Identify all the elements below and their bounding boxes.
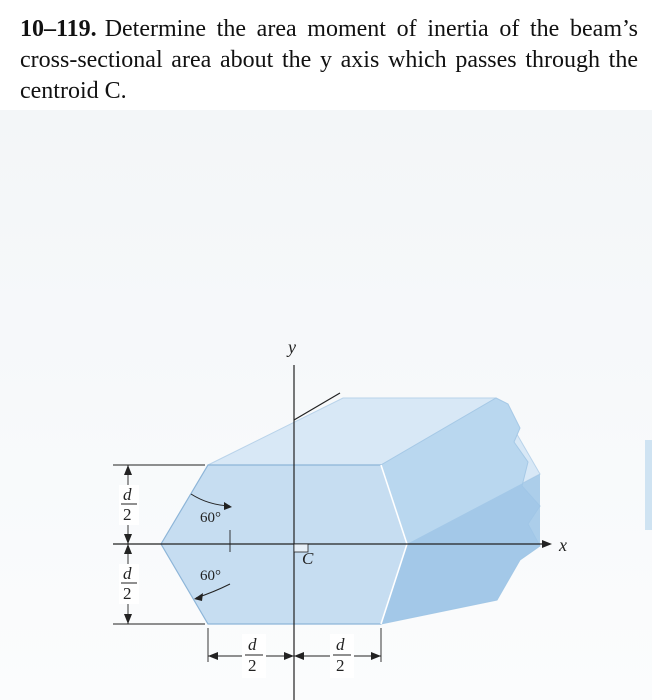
- dim-d-left: d: [248, 635, 257, 654]
- problem-statement: [20, 14, 638, 107]
- dim-d-lower: d: [123, 564, 132, 583]
- dim-2-lower: 2: [123, 584, 132, 603]
- dim-2-right: 2: [336, 656, 345, 675]
- arrowhead: [124, 614, 132, 624]
- lower-angle-label: 60°: [200, 568, 221, 584]
- x-axis-arrow: [542, 540, 552, 548]
- arrowhead: [208, 652, 218, 660]
- dim-d-upper: d: [123, 485, 132, 504]
- arrowhead: [124, 534, 132, 544]
- y-axis-label: y: [288, 337, 296, 357]
- dim-d-right: d: [336, 635, 345, 654]
- problem-text: Determine the area moment of inertia of the beam’s cross-sectional area about the y axis which passes through the centroid C.: [20, 16, 638, 104]
- x-axis-label: x: [559, 535, 567, 555]
- arrowhead: [371, 652, 381, 660]
- arrowhead: [294, 652, 304, 660]
- dim-2-left: 2: [248, 656, 257, 675]
- upper-angle-label: 60°: [200, 510, 221, 526]
- arrowhead: [124, 465, 132, 475]
- problem-number: 10–119.: [20, 16, 97, 42]
- beam-figure: [0, 330, 652, 700]
- beam-diagram: [0, 330, 652, 700]
- arrowhead: [284, 652, 294, 660]
- centroid-label: C: [302, 549, 314, 568]
- arrowhead: [124, 544, 132, 554]
- dim-2-upper: 2: [123, 505, 132, 524]
